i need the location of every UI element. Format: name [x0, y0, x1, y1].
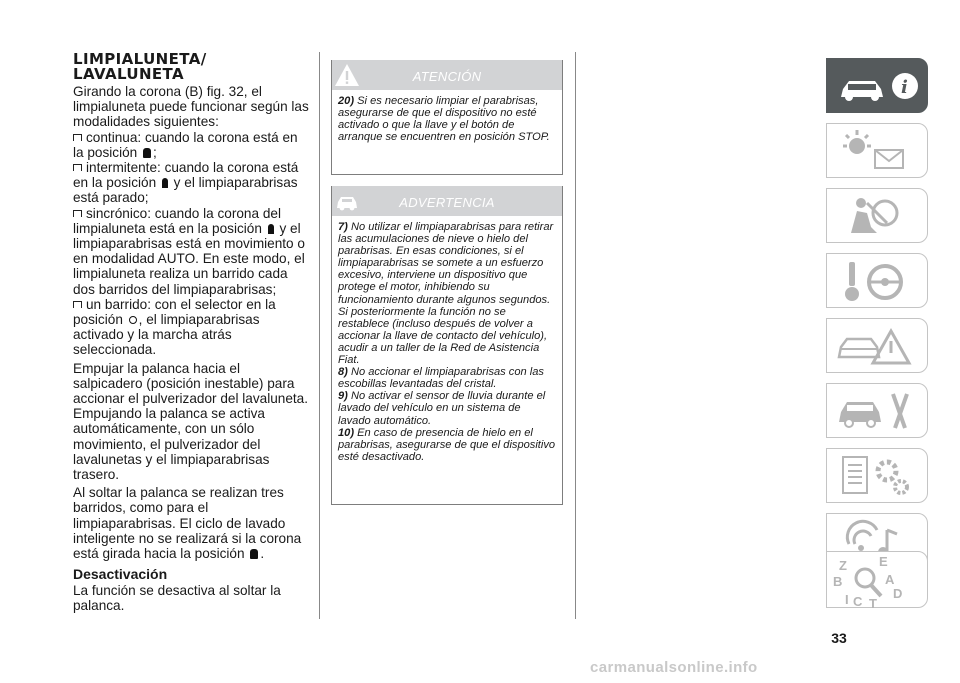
watermark: carmanualsonline.info [590, 659, 758, 676]
tab-safety[interactable] [826, 188, 928, 243]
attention-header [332, 60, 562, 90]
steering-wheel-key-icon [827, 254, 929, 309]
off-position-icon [129, 316, 137, 324]
column-divider [319, 52, 320, 619]
tab-warning-lights[interactable] [826, 123, 928, 178]
attention-body [332, 90, 562, 148]
column-divider [575, 52, 576, 619]
svg-text:B: B [833, 574, 843, 589]
bullet-icon [73, 134, 82, 141]
intro-paragraph: Girando la corona (B) fig. 32, el limpialuneta puede funcionar según las modalidades siguientes: [73, 84, 309, 130]
warning-body [332, 216, 562, 468]
wiper-position-icon [250, 549, 258, 559]
svg-text:I: I [845, 592, 849, 607]
deactivation-subheading: Desactivación [73, 566, 168, 583]
attention-title: ATENCIÓN [412, 69, 482, 84]
svg-text:T: T [869, 596, 877, 609]
warning-lights-icon [827, 124, 929, 179]
bullet-icon [73, 210, 82, 217]
tab-car-info[interactable] [826, 58, 928, 113]
svg-text:Z: Z [839, 558, 847, 573]
car-info-icon [827, 59, 929, 114]
alphabetical-index-icon [827, 552, 929, 609]
warning-box [331, 186, 563, 505]
airbag-safety-icon [827, 189, 929, 244]
main-text-column [73, 52, 309, 613]
warning-header [332, 186, 562, 216]
note-9: 9) No activar el sensor de lluvia durante el lavado del vehículo en un sistema de lavado automático. [338, 390, 546, 427]
deactivation-paragraph: La función se desactiva al soltar la palanca. [73, 582, 281, 613]
car-maintenance-icon [827, 384, 929, 439]
tab-technical-data[interactable] [826, 448, 928, 503]
svg-text:D: D [893, 586, 903, 601]
mode-item-synchronous: sincrónico: cuando la corona del limpialuneta está en la posición y el limpiaparabrisas está en movimiento o en modalidad AUTO. En este modo, el limpialuneta realiza un barrido cada dos barridos del limpiaparabrisas; [73, 205, 305, 297]
note-7: 7) No utilizar el limpiaparabrisas para retirar las acumulaciones de nieve o hielo del parabrisas. En esas condiciones, si el limpiaparabrisas se somete a un esfuerzo excesivo, interviene un dispositivo que protege el motor, inhibiendo su funcionamiento durante algunos segundos. Si posteriormente la función no se restablece (incluso después de volver a accionar la llave de contacto del vehículo), acudir a un taller de la Red de Asistencia Fiat. [338, 221, 554, 367]
svg-text:E: E [879, 554, 888, 569]
wiper-position-icon [143, 148, 151, 158]
bullet-icon [73, 301, 82, 308]
note-20: 20) Si es necesario limpiar el parabrisas, asegurarse de que el dispositivo no esté activado o que la llave y el botón de arranque se encuentren en posición STOP. [338, 95, 550, 144]
technical-data-icon [827, 449, 929, 504]
bullet-icon [73, 164, 82, 171]
attention-box [331, 60, 563, 175]
release-paragraph: Al soltar la palanca se realizan tres barridos, como para el limpiaparabrisas. El ciclo de lavado inteligente no se realizará si la corona está girada hacia la posición . [73, 485, 302, 562]
washer-paragraph: Empujar la palanca hacia el salpicadero (posición inestable) para accionar el pulverizador del lavaluneta. Empujando la palanca se activa automáticamente, con un sólo movimiento, el pulverizador del lavalunetas y el limpiaparabrisas trasero. [73, 360, 309, 483]
svg-text:C: C [853, 594, 863, 609]
svg-text:i: i [901, 77, 908, 98]
tab-maintenance[interactable] [826, 383, 928, 438]
svg-text:A: A [885, 572, 895, 587]
tab-index[interactable] [826, 551, 928, 608]
road-emergency-icon [827, 319, 929, 374]
tab-emergency[interactable] [826, 318, 928, 373]
note-10: 10) En caso de presencia de hielo en el parabrisas, asegurarse de que el dispositivo esté desactivado. [338, 426, 556, 463]
mode-item-single-sweep: un barrido: con el selector en la posición , el limpiaparabrisas activado y la marcha atrás seleccionada. [73, 296, 276, 358]
page-number: 33 [831, 630, 847, 646]
warning-title: ADVERTENCIA [399, 195, 495, 210]
mode-item-intermittent: intermitente: cuando la corona está en la posición y el limpiaparabrisas está parado; [73, 160, 299, 206]
intermittent-position-icon [268, 224, 274, 234]
note-8: 8) No accionar el limpiaparabrisas con las escobillas levantadas del cristal. [338, 366, 544, 391]
intermittent-position-icon [162, 178, 168, 188]
section-heading: LIMPIALUNETA/ LAVALUNETA [73, 50, 207, 83]
tab-starting-driving[interactable] [826, 253, 928, 308]
mode-item-continuous: continua: cuando la corona está en la posición ; [73, 129, 298, 160]
